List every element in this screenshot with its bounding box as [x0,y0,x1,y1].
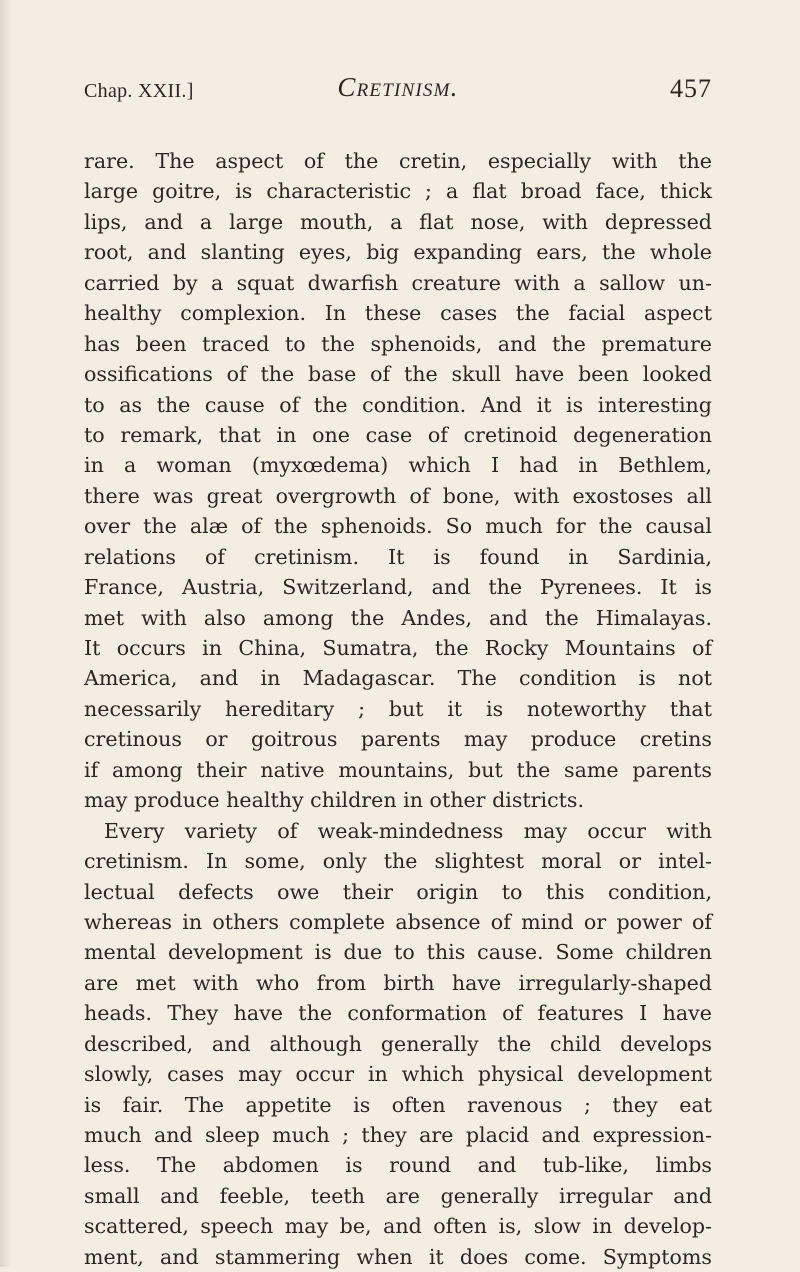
text-line: necessarily hereditary ; but it is noteworthy that [84,696,712,721]
text-line: there was great overgrowth of bone, with exostoses all [84,483,712,508]
text-line: much and sleep much ; they are placid and expression- [84,1123,712,1147]
text-line: cretinism. In some, only the slightest moral or intel- [84,849,712,874]
text-line: small and feeble, teeth are generally irregular and [84,1183,712,1208]
text-line: lectual defects owe their origin to this condition, [84,879,712,904]
text-line: ment, and stammering when it does come. Symptoms [84,1244,712,1269]
text-line: carried by a squat dwarfish creature with a sallow un- [84,270,712,295]
text-line: met with also among the Andes, and the Himalayas. [84,605,712,630]
text-line: mental development is due to this cause. Some children [84,940,712,965]
body-text [84,146,712,1272]
text-line: ossifications of the base of the skull have been looked [84,362,712,387]
text-line: slowly, cases may occur in which physical development [84,1062,712,1087]
text-line: America, and in Madagascar. The condition is not [84,666,712,691]
text-line: scattered, speech may be, and often is, slow in develop- [84,1214,712,1239]
text-line: France, Austria, Switzerland, and the Pyrenees. It is [84,575,712,600]
running-title: Cretinism. [337,72,459,102]
text-line: healthy complexion. In these cases the facial aspect [84,301,712,326]
text-line: heads. They have the conformation of features I have [84,1001,712,1026]
text-line: Every variety of weak-mindedness may occur with [104,818,712,843]
text-line: is fair. The appetite is often ravenous ; they eat [84,1092,712,1117]
text-line: to remark, that in one case of cretinoid degeneration [84,422,712,447]
text-line: has been traced to the sphenoids, and the premature [84,331,712,356]
text-line: in a woman (myxœdema) which I had in Bethlem, [84,453,712,478]
page-edge-shadow [0,0,12,1267]
text-line: are met with who from birth have irregularly-shaped [84,970,712,995]
text-line: may produce healthy children in other districts. [84,788,585,813]
text-line: It occurs in China, Sumatra, the Rocky Mountains of [84,636,712,660]
text-line: relations of cretinism. It is found in Sardinia, [84,544,712,569]
text-line: to as the cause of the condition. And it is interesting [84,392,712,417]
text-line: cretinous or goitrous parents may produce cretins [84,727,712,752]
page-number: 457 [670,74,712,103]
text-line: if among their native mountains, but the same parents [84,757,712,782]
text-line: whereas in others complete absence of mind or power of [84,909,712,934]
text-line: rare. The aspect of the cretin, especially with the [84,149,712,173]
text-line: lips, and a large mouth, a flat nose, with depressed [84,209,712,234]
text-line: over the alæ of the sphenoids. So much for the causal [84,514,712,539]
text-line: large goitre, is characteristic ; a flat broad face, thick [84,179,712,204]
text-line: less. The abdomen is round and tub-like, limbs [84,1153,712,1178]
text-line: root, and slanting eyes, big expanding ears, the whole [84,240,712,265]
text-line: described, and although generally the child develops [84,1031,712,1056]
chapter-label: Chap. XXII.] [84,80,194,102]
running-header [84,72,712,112]
